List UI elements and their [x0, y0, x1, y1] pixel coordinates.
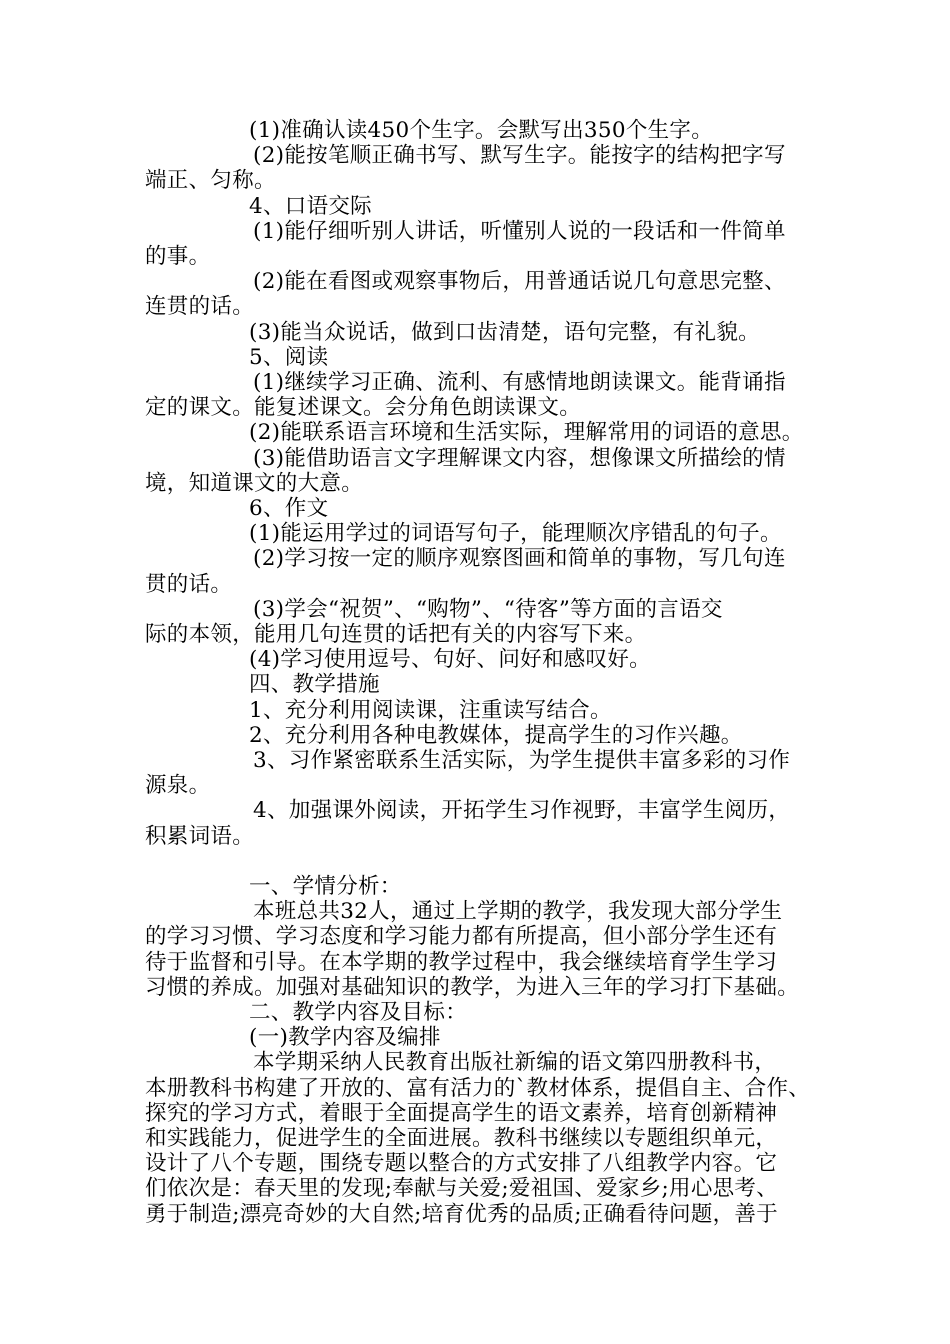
text-line: 勇于制造;漂亮奇妙的大自然;培育优秀的品质;正确看待问题，善于	[145, 1201, 779, 1227]
text-line: (3)能借助语言文字理解课文内容，想像课文所描绘的情	[253, 445, 786, 471]
text-line: 本班总共32人，通过上学期的教学，我发现大部分学生	[253, 899, 783, 925]
text-line: (3)能当众说话，做到口齿清楚，语句完整，有礼貌。	[249, 319, 760, 345]
text-line: 境，知道课文的大意。	[145, 470, 364, 496]
text-line: 连贯的话。	[145, 294, 255, 320]
text-line: (2)学习按一定的顺序观察图画和简单的事物，写几句连	[253, 546, 786, 572]
text-line: (1)能仔细听别人讲话，听懂别人说的一段话和一件简单	[253, 218, 786, 244]
text-line: 4、加强课外阅读，开拓学生习作视野，丰富学生阅历，	[253, 798, 791, 824]
text-line: 和实践能力，促进学生的全面进展。教科书继续以专题组织单元，	[145, 1125, 778, 1151]
blank-line	[145, 849, 813, 874]
document-body	[145, 118, 813, 1227]
section-heading: 一、学情分析：	[249, 873, 402, 899]
text-line: (1)准确认读450个生字。会默写出350个生字。	[249, 118, 714, 143]
text-line: 习惯的养成。加强对基础知识的教学，为进入三年的学习打下基础。	[145, 974, 800, 1000]
section-heading: 4、口语交际	[249, 193, 372, 219]
text-line: 3、习作紧密联系生活实际，为学生提供丰富多彩的习作	[253, 748, 791, 774]
text-line: 源泉。	[145, 773, 211, 799]
text-line: 定的课文。能复述课文。会分角色朗读课文。	[145, 395, 582, 421]
text-line: 们依次是：春天里的发现;奉献与关爱;爱祖国、爱家乡;用心思考、	[145, 1176, 779, 1202]
section-heading: 二、教学内容及目标：	[249, 999, 468, 1025]
section-heading: 5、阅读	[249, 344, 329, 370]
text-line: 贯的话。	[145, 571, 233, 597]
text-line: (1)继续学习正确、流利、有感情地朗读课文。能背诵指	[253, 370, 786, 396]
text-line: 积累词语。	[145, 823, 255, 849]
text-line: 2、充分利用各种电教媒体，提高学生的习作兴趣。	[249, 722, 743, 748]
text-line: 际的本领，能用几句连贯的话把有关的内容写下来。	[145, 622, 647, 648]
text-line: 的学习习惯、学习态度和学习能力都有所提高，但小部分学生还有	[145, 924, 778, 950]
text-line: 端正、匀称。	[145, 168, 276, 194]
text-line: 本册教科书构建了开放的、富有活力的`教材体系，提倡自主、合作、	[145, 1075, 811, 1101]
section-heading: (一)教学内容及编排	[249, 1025, 441, 1051]
text-line: (2)能在看图或观察事物后，用普通话说几句意思完整、	[253, 269, 786, 295]
text-line: (1)能运用学过的词语写句子，能理顺次序错乱的句子。	[249, 521, 782, 547]
section-heading: 6、作文	[249, 496, 329, 522]
text-line: (4)学习使用逗号、句好、问好和感叹好。	[249, 647, 651, 673]
text-line: 探究的学习方式，着眼于全面提高学生的语文素养，培育创新精神	[145, 1100, 778, 1126]
section-heading: 四、教学措施	[249, 672, 380, 698]
text-line: (3)学会“祝贺”、“购物”、“待客”等方面的言语交	[253, 596, 723, 622]
text-line: (2)能按笔顺正确书写、默写生字。能按字的结构把字写	[253, 143, 786, 169]
text-line: 待于监督和引导。在本学期的教学过程中，我会继续培育学生学习	[145, 949, 778, 975]
text-line: 本学期采纳人民教育出版社新编的语文第四册教科书，	[253, 1050, 777, 1076]
text-line: (2)能联系语言环境和生活实际，理解常用的词语的意思。	[249, 420, 804, 446]
text-line: 设计了八个专题，围绕专题以整合的方式安排了八组教学内容。它	[145, 1151, 778, 1177]
text-line: 1、充分利用阅读课，注重读写结合。	[249, 697, 612, 723]
text-line: 的事。	[145, 244, 211, 270]
